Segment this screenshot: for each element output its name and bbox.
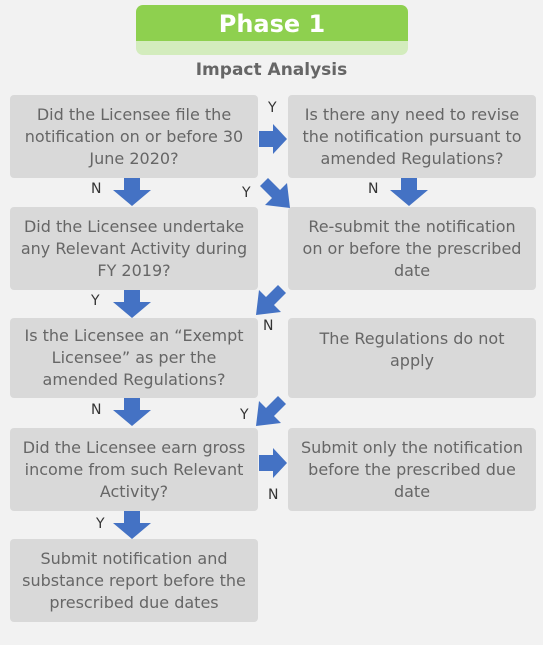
arrow-down-icon [113, 290, 151, 318]
question-box-relevant-activity: Did the Licensee undertake any Relevant Activity during FY 2019? [10, 207, 258, 290]
outcome-box-resubmit: Re-submit the notification on or before the prescribed date [288, 207, 536, 290]
arrow-down-icon [113, 178, 151, 206]
arrow-diagonal-icon [256, 396, 286, 426]
phase-header: Phase 1 [136, 5, 408, 55]
branch-label-yes: Y [242, 185, 251, 201]
branch-label-yes: Y [268, 100, 277, 116]
branch-label-yes: Y [91, 293, 100, 309]
branch-label-yes: Y [96, 516, 105, 532]
diagram-subtitle: Impact Analysis [195, 60, 348, 80]
arrow-diagonal-icon [260, 178, 290, 208]
arrow-right-icon [259, 448, 287, 478]
arrow-down-icon [390, 178, 428, 206]
question-box-exempt-licensee: Is the Licensee an “Exempt Licensee” as per the amended Regulations? [10, 318, 258, 398]
outcome-box-not-apply: The Regulations do not apply [288, 318, 536, 398]
branch-label-no: N [368, 181, 379, 197]
outcome-box-submit-notification-only: Submit only the notification before the prescribed due date [288, 428, 536, 511]
arrow-down-icon [113, 511, 151, 539]
branch-label-no: N [263, 318, 274, 334]
branch-label-yes: Y [240, 407, 249, 423]
question-box-gross-income: Did the Licensee earn gross income from such Relevant Activity? [10, 428, 258, 511]
arrow-diagonal-icon [256, 285, 286, 315]
branch-label-no: N [91, 181, 102, 197]
arrow-right-icon [259, 124, 287, 154]
branch-label-no: N [91, 402, 102, 418]
question-box-filed-notification: Did the Licensee file the notification on or before 30 June 2020? [10, 95, 258, 178]
outcome-box-submit-report: Submit notification and substance report before the prescribed due dates [10, 539, 258, 622]
arrow-down-icon [113, 398, 151, 426]
question-box-revise-notification: Is there any need to revise the notification pursuant to amended Regulations? [288, 95, 536, 178]
branch-label-no: N [268, 487, 279, 503]
